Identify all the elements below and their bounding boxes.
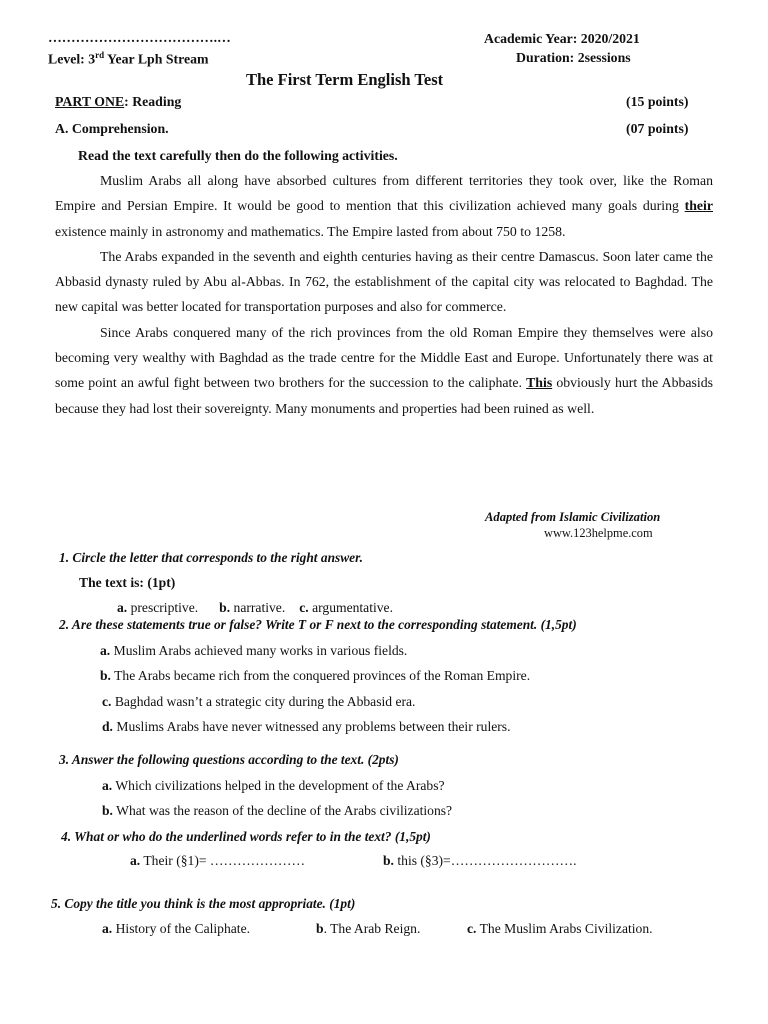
source-url: www.123helpme.com	[544, 526, 653, 540]
q5-option-a[interactable]	[102, 921, 250, 937]
duration: Duration: 2sessions	[516, 50, 631, 65]
q5-c-letter: c.	[467, 921, 477, 936]
q4-b-blank[interactable]: this (§3)=……………………….	[393, 853, 577, 868]
underlined-word-this: This	[526, 375, 553, 391]
q2-statement-c	[102, 694, 415, 710]
name-line: ……………………………….…	[48, 30, 231, 45]
q1-option-b-letter: b.	[219, 600, 231, 615]
q1-option-c[interactable]	[299, 600, 393, 615]
level	[48, 50, 209, 68]
q1-option-a-text: prescriptive.	[127, 600, 199, 615]
part-one-heading	[55, 94, 181, 110]
q1-option-a-letter: a.	[117, 600, 128, 615]
q2-d-text: Muslims Arabs have never witnessed any problems between their rulers.	[112, 719, 511, 734]
q5-option-b[interactable]	[316, 921, 420, 937]
q3-a-text: Which civilizations helped in the development of the Arabs?	[112, 778, 445, 793]
q2-a-text: Muslim Arabs achieved many works in various fields.	[110, 643, 408, 658]
q4-b-letter: b.	[383, 853, 394, 868]
source-credit: Adapted from Islamic Civilization	[485, 510, 661, 524]
q1-option-b[interactable]	[219, 600, 285, 615]
reading-passage	[55, 168, 713, 421]
passage-paragraph-3	[55, 320, 713, 421]
q5-c-text: The Muslim Arabs Civilization.	[476, 921, 653, 936]
part-one-points: (15 points)	[626, 94, 689, 109]
passage-p3-text-a: Since Arabs conquered many of the rich provinces from the old Roman Empire they themselves were also becoming very wealthy with Baghdad as the trade centre for the Middle East and Europe. Unfortunately there was at some point an awful fight between two brothers for the succession to the caliphate.	[55, 324, 713, 391]
q2-b-text: The Arabs became rich from the conquered provinces of the Roman Empire.	[110, 668, 531, 683]
q3-b-text: What was the reason of the decline of the Arabs civilizations?	[112, 803, 453, 818]
q1-option-c-letter: c.	[299, 600, 309, 615]
q2-b-letter: b.	[100, 668, 111, 683]
level-prefix: Level: 3	[48, 51, 96, 67]
q4-answer-b	[383, 853, 576, 869]
question-3-title: 3. Answer the following questions according to the text. (2pts)	[59, 752, 399, 767]
question-2-title: 2. Are these statements true or false? Write T or F next to the corresponding statement. (1,5pt)	[59, 617, 577, 632]
q2-statement-a	[100, 643, 407, 659]
q5-option-c[interactable]	[467, 921, 653, 937]
q3-a-letter: a.	[102, 778, 113, 793]
question-5-title: 5. Copy the title you think is the most appropriate. (1pt)	[51, 896, 356, 911]
q5-b-text: . The Arab Reign.	[323, 921, 421, 936]
q2-a-letter: a.	[100, 643, 111, 658]
instruction: Read the text carefully then do the following activities.	[78, 148, 398, 163]
passage-p1-text-a: Muslim Arabs all along have absorbed cultures from different territories they took over, like the Roman Empire and Persian Empire. It would be good to mention that this civilization achieved many goals during	[55, 173, 713, 214]
q5-b-letter: b	[316, 921, 324, 936]
q4-a-letter: a.	[130, 853, 141, 868]
q3-question-b	[102, 803, 452, 819]
passage-paragraph-2: The Arabs expanded in the seventh and eighth centuries having as their centre Damascus. Soon later came the Abbasid dynasty ruled by Abu al-Abbas. In 762, the establishment of the capital city was relocated to Baghdad. The new capital was better located for transportation purposes and also for commerce.	[55, 248, 713, 315]
question-1-stem: The text is: (1pt)	[79, 575, 176, 590]
part-one-label-rest: : Reading	[124, 94, 182, 109]
q4-a-blank[interactable]: Their (§1)= …………………	[140, 853, 306, 868]
page-title: The First Term English Test	[246, 70, 444, 89]
academic-year: Academic Year: 2020/2021	[484, 31, 640, 46]
passage-paragraph-1	[55, 168, 713, 244]
question-4-title: 4. What or who do the underlined words refer to in the text? (1,5pt)	[61, 829, 431, 844]
question-1-options	[117, 600, 393, 616]
passage-p1-text-b: existence mainly in astronomy and mathematics. The Empire lasted from about 750 to 1258.	[55, 223, 566, 239]
q1-option-b-text: narrative.	[230, 600, 286, 615]
level-suffix: Year Lph Stream	[104, 51, 209, 67]
q3-question-a	[102, 778, 445, 794]
underlined-word-their: their	[684, 198, 713, 214]
section-a-heading: A. Comprehension.	[55, 121, 169, 136]
q5-a-letter: a.	[102, 921, 113, 936]
question-1-title: 1. Circle the letter that corresponds to the right answer.	[59, 550, 363, 565]
q2-statement-b	[100, 668, 530, 684]
part-one-label: PART ONE	[55, 94, 125, 109]
level-superscript: rd	[95, 50, 105, 60]
q2-c-text: Baghdad wasn’t a strategic city during the Abbasid era.	[111, 694, 416, 709]
q2-c-letter: c.	[102, 694, 112, 709]
q2-statement-d	[102, 719, 511, 735]
q3-b-letter: b.	[102, 803, 113, 818]
passage-p3-text-b: obviously hurt the Abbasids because they had lost their sovereignty. Many monuments and properties had been ruined as well.	[55, 375, 713, 416]
q4-answer-a	[130, 853, 305, 869]
q5-a-text: History of the Caliphate.	[112, 921, 250, 936]
q1-option-a[interactable]	[117, 600, 198, 615]
q1-option-c-text: argumentative.	[308, 600, 393, 615]
section-a-points: (07 points)	[626, 121, 689, 136]
q2-d-letter: d.	[102, 719, 113, 734]
